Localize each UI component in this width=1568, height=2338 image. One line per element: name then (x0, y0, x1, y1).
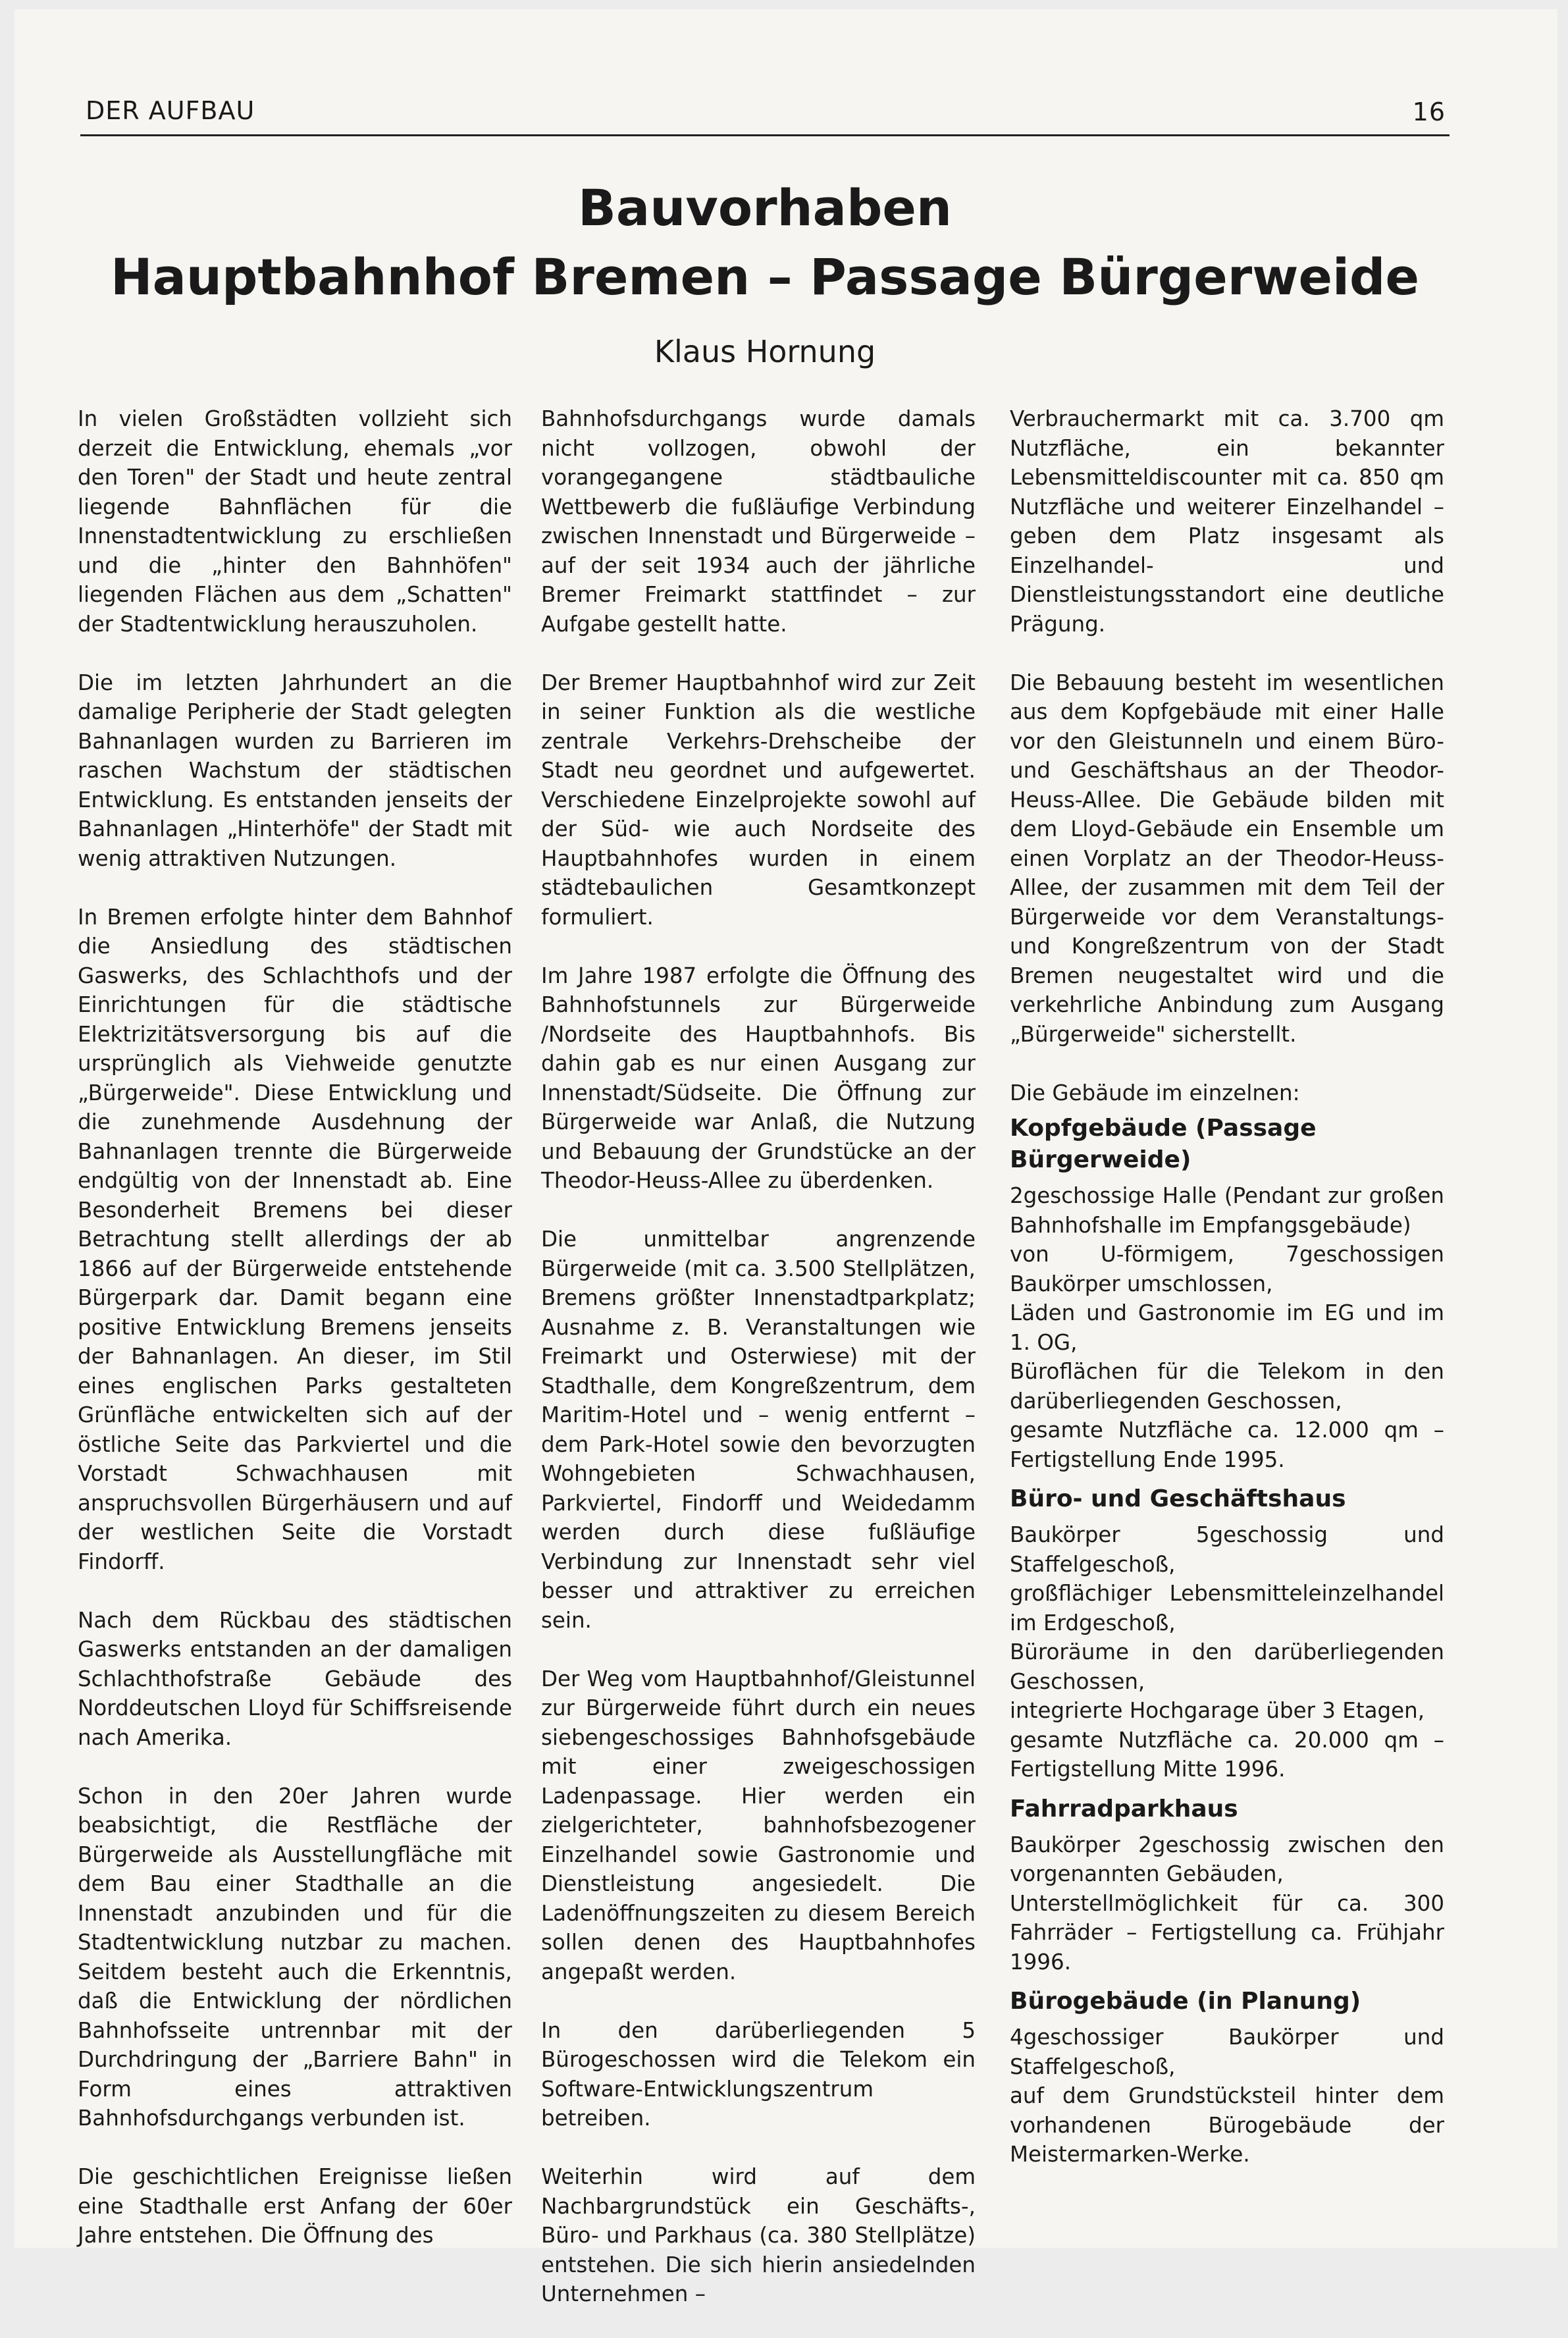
spec-line: 2geschossige Halle (Pendant zur großen Bahnhofshalle im Empfangsgebäude) (1010, 1183, 1444, 1238)
paragraph: In Bremen erfolgte hinter dem Bahnhof die Ansiedlung des städtischen Gaswerks, des Schlachthofs und der Einrichtungen für die städtische Elektrizitätsversorgung bis auf die ursprünglich als Viehweide genutzte „Bürgerweide". Diese Entwicklung und die zunehmende Ausdehnung der Bahnanlagen trennte die Bürgerweide endgültig von der Innenstadt ab. Eine Besonderheit Bremens bei dieser Betrachtung stellt allerdings der ab 1866 auf der Bürgerweide entstehende Bürgerpark dar. Damit begann eine positive Entwicklung Bremens jenseits der Bahnanlagen. An dieser, im Stil eines englischen Parks gestalteten Grünfläche entwickelten sich auf der östliche Seite das Parkviertel und die Vorstadt Schwachhausen mit anspruchsvollen Bürgerhäusern und auf der westlichen Seite die Vorstadt Findorff. (78, 904, 512, 1574)
paragraph: In vielen Großstädten vollzieht sich derzeit die Entwicklung, ehemals „vor den Toren" der Stadt und heute zentral liegende Bahnflächen für die Innenstadtentwicklung zu erschließen und die „hinter den Bahnhöfen" liegenden Flächen aus dem „Schatten" der Stadtentwicklung herauszuholen. (78, 406, 512, 637)
running-header (80, 87, 1450, 136)
spec-list-buerogebaeude (1010, 2023, 1444, 2169)
spec-line: Baukörper 5geschossig und Staffelgeschoß, (1010, 1522, 1444, 1577)
spec-list-fahrradparkhaus (1010, 1830, 1444, 1977)
paragraph: Der Weg vom Hauptbahnhof/Gleistunnel zur Bürgerweide führt durch ein neues siebengeschossiges Bahnhofsgebäude mit einer zweigeschossigen Ladenpassage. Hier werden ein zielgerichteter, bahnhofsbezogener Einzelhandel sowie Gastronomie und Dienstleistung angesiedelt. Die Ladenöffnungszeiten zu diesem Bereich sollen denen des Hauptbahnhofes angepaßt werden. (541, 1666, 976, 1984)
article-author: Klaus Hornung (654, 334, 876, 369)
article-title-line2: Hauptbahnhof Bremen – Passage Bürgerweide (111, 248, 1419, 306)
spec-line: Unterstellmöglichkeit für ca. 300 Fahrräder – Fertigstellung ca. Frühjahr 1996. (1010, 1890, 1444, 1975)
paragraph: Nach dem Rückbau des städtischen Gaswerks entstanden an der damaligen Schlachthofstraße Gebäude des Norddeutschen Lloyd für Schiffsreisende nach Amerika. (78, 1607, 512, 1750)
paragraph: In den darüberliegenden 5 Bürogeschossen wird die Telekom ein Software-Entwicklungszentrum betreiben. (541, 2017, 976, 2131)
spec-list-buero-geschaeftshaus (1010, 1520, 1444, 1784)
spec-line: integrierte Hochgarage über 3 Etagen, (1010, 1698, 1425, 1723)
document-page (14, 9, 1557, 2306)
spec-line: Läden und Gastronomie im EG und im 1. OG, (1010, 1300, 1444, 1355)
spec-line: Baukörper 2geschossig zwischen den vorgenannten Gebäuden, (1010, 1832, 1444, 1886)
paragraph: Die unmittelbar angrenzende Bürgerweide (mit ca. 3.500 Stellplätzen, Bremens größter Innenstadtparkplatz; Ausnahme z. B. Veranstaltungen wie Freimarkt und Osterwiese) mit der Stadthalle, dem Kongreßzentrum, dem Maritim-Hotel und – wenig entfernt – dem Park-Hotel sowie den bevorzugten Wohngebieten Schwachhausen, Parkviertel, Findorff und Weidedamm werden durch diese fußläufige Verbindung zur Innenstadt sehr viel besser und attraktiver zu erreichen sein. (541, 1227, 976, 1633)
paragraph: Die geschichtlichen Ereignisse ließen eine Stadthalle erst Anfang der 60er Jahre entstehen. Die Öffnung des (78, 2164, 512, 2248)
article-title-line1: Bauvorhaben (578, 178, 952, 237)
spec-line: gesamte Nutzfläche ca. 20.000 qm – Fertigstellung Mitte 1996. (1010, 1727, 1444, 1782)
spec-list-kopfgebaeude (1010, 1181, 1444, 1474)
paragraph: Die im letzten Jahrhundert an die damalige Peripherie der Stadt gelegten Bahnanlagen wurden zu Barrieren im raschen Wachstum der städtischen Entwicklung. Es entstanden jenseits der Bahnanlagen „Hinterhöfe" der Stadt mit wenig attraktiven Nutzungen. (78, 670, 512, 871)
section-name: DER AUFBAU (86, 96, 255, 125)
text-column-2 (541, 404, 976, 2338)
paragraph: Verbrauchermarkt mit ca. 3.700 qm Nutzfläche, ein bekannter Lebensmitteldiscounter mit ca. 850 qm Nutzfläche und weiterer Einzelhandel – geben dem Platz insgesamt als Einzelhandel- und Dienstleistungsstandort eine deutliche Prägung. (1010, 406, 1444, 637)
paragraph: Der Bremer Hauptbahnhof wird zur Zeit in seiner Funktion als die westliche zentrale Verkehrs-Drehscheibe der Stadt neu geordnet und aufgewertet. Verschiedene Einzelprojekte sowohl auf der Süd- wie auch Nordseite des Hauptbahnhofes wurden in einem städtebaulichen Gesamtkonzept formuliert. (541, 670, 976, 930)
paragraph: Schon in den 20er Jahren wurde beabsichtigt, die Restfläche der Bürgerweide als Ausstellungfläche mit dem Bau einer Stadthalle an die Innenstadt anzubinden und für die Stadtentwicklung nutzbar zu machen. Seitdem besteht auch die Erkenntnis, daß die Entwicklung der nördlichen Bahnhofsseite untrennbar mit der Durchdringung der „Barriere Bahn" in Form eines attraktiven Bahnhofsdurchgangs verbunden ist. (78, 1783, 512, 2131)
section-heading-buero-geschaeftshaus: Büro- und Geschäftshaus (1010, 1485, 1346, 1512)
paragraph: Bahnhofsdurchgangs wurde damals nicht vollzogen, obwohl der vorangegangene städtbauliche Wettbewerb die fußläufige Verbindung zwischen Innenstadt und Bürgerweide – auf der seit 1934 auch der jährliche Bremer Freimarkt stattfindet – zur Aufgabe gestellt hatte. (541, 406, 976, 637)
spec-line: großflächiger Lebensmitteleinzelhandel im Erdgeschoß, (1010, 1581, 1444, 1635)
spec-line: gesamte Nutzfläche ca. 12.000 qm – Fertigstellung Ende 1995. (1010, 1418, 1444, 1472)
spec-line: Büroflächen für die Telekom in den darüberliegenden Geschossen, (1010, 1359, 1444, 1414)
paragraph: Die Gebäude im einzelnen: (1010, 1080, 1300, 1105)
spec-line: Büroräume in den darüberliegenden Geschossen, (1010, 1639, 1444, 1694)
text-column-3 (1010, 404, 1444, 2179)
paragraph: Die Bebauung besteht im wesentlichen aus dem Kopfgebäude mit einer Halle vor den Gleistunneln und einem Büro- und Geschäftshaus an der Theodor-Heuss-Allee. Die Gebäude bilden mit dem Lloyd-Gebäude ein Ensemble um einen Vorplatz an der Theodor-Heuss-Allee, der zusammen mit dem Teil der Bürgerweide vor dem Veranstaltungs- und Kongreßzentrum von der Stadt Bremen neugestaltet wird und die verkehrliche Anbindung zum Ausgang „Bürgerweide" sicherstellt. (1010, 670, 1444, 1047)
paragraph: Weiterhin wird auf dem Nachbargrundstück ein Geschäfts-, Büro- und Parkhaus (ca. 380 Stellplätze) entstehen. Die sich hierin ansiedelnden Unternehmen – (541, 2164, 976, 2306)
spec-line: auf dem Grundstücksteil hinter dem vorhandenen Bürogebäude der Meistermarken-Werke. (1010, 2083, 1444, 2167)
spec-line: von U-förmigem, 7geschossigen Baukörper umschlossen, (1010, 1242, 1444, 1296)
paragraph: Im Jahre 1987 erfolgte die Öffnung des Bahnhofstunnels zur Bürgerweide /Nordseite des Hauptbahnhofs. Bis dahin gab es nur einen Ausgang zur Innenstadt/Südseite. Die Öffnung zur Bürgerweide war Anlaß, die Nutzung und Bebauung der Grundstücke an der Theodor-Heuss-Allee zu überdenken. (541, 963, 976, 1193)
text-column-1 (78, 404, 512, 2279)
section-heading-fahrradparkhaus: Fahrradparkhaus (1010, 1795, 1238, 1822)
section-heading-buerogebaeude: Bürogebäude (in Planung) (1010, 1988, 1361, 2015)
section-heading-kopfgebaeude: Kopfgebäude (Passage Bürgerweide) (1010, 1115, 1317, 1173)
spec-line: 4geschossiger Baukörper und Staffelgeschoß, (1010, 2025, 1444, 2079)
page-number: 16 (1412, 97, 1446, 126)
